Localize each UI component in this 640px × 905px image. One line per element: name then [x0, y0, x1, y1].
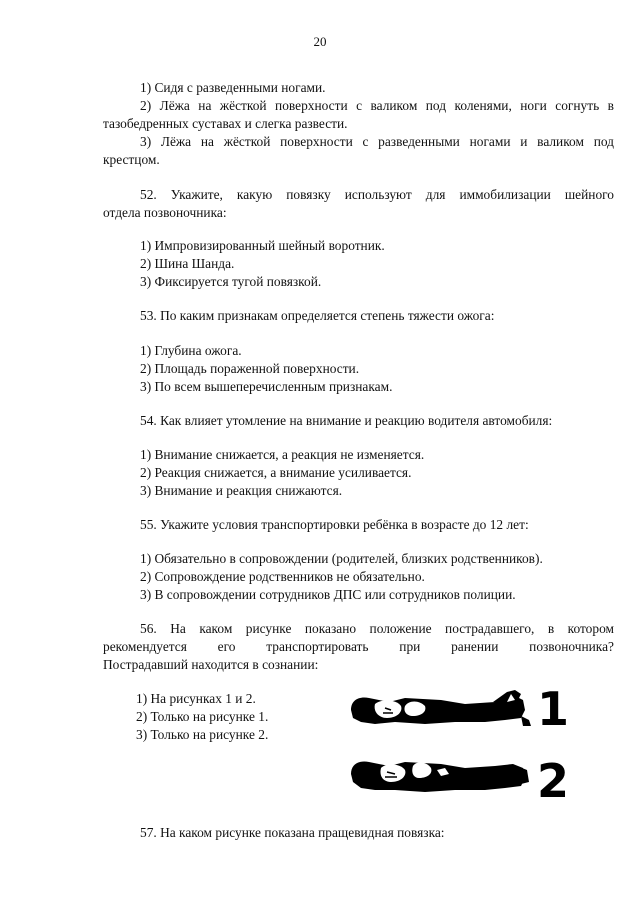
q56-option-3: 3) Только на рисунке 2.: [136, 727, 269, 742]
q51-option-2: 2) Лёжа на жёсткой поверхности с валиком под коленями, ноги согнуть в: [140, 98, 614, 113]
figure-1-lying-person: [345, 686, 535, 732]
q55-option-2: 2) Сопровождение родственников не обязательно.: [140, 569, 425, 584]
q51-option-2-cont: тазобедренных суставах и слегка развести.: [103, 116, 348, 131]
figure-1-label: 1: [537, 682, 570, 736]
q54-option-1: 1) Внимание снижается, а реакция не изменяется.: [140, 447, 425, 462]
q52-option-2: 2) Шина Шанда.: [140, 256, 235, 271]
q51-option-3-cont: крестцом.: [103, 152, 160, 167]
q55-option-1: 1) Обязательно в сопровождении (родителей, близких родственников).: [140, 551, 543, 566]
q54-option-2: 2) Реакция снижается, а внимание усиливается.: [140, 465, 412, 480]
q56-option-1: 1) На рисунках 1 и 2.: [136, 691, 256, 706]
figure-2-lying-person: [345, 752, 535, 798]
q52-option-3: 3) Фиксируется тугой повязкой.: [140, 274, 322, 289]
q56-question-cont-1: рекомендуется его транспортировать при ранении позвоночника?: [103, 639, 614, 654]
q57-question: 57. На каком рисунке показана пращевидная повязка:: [140, 825, 445, 840]
q52-option-1: 1) Импровизированный шейный воротник.: [140, 238, 385, 253]
q53-question: 53. По каким признакам определяется степень тяжести ожога:: [140, 308, 495, 323]
q53-option-3: 3) По всем вышеперечисленным признакам.: [140, 379, 393, 394]
q54-option-3: 3) Внимание и реакция снижаются.: [140, 483, 343, 498]
q51-option-1: 1) Сидя с разведенными ногами.: [140, 80, 326, 95]
q56-question-cont-2: Пострадавший находится в сознании:: [103, 657, 319, 672]
page-number: 20: [313, 34, 327, 49]
q54-question: 54. Как влияет утомление на внимание и реакцию водителя автомобиля:: [140, 413, 553, 428]
q52-question: 52. Укажите, какую повязку используют для иммобилизации шейного: [140, 187, 614, 202]
q53-option-2: 2) Площадь пораженной поверхности.: [140, 361, 360, 376]
q55-question: 55. Укажите условия транспортировки ребёнка в возрасте до 12 лет:: [140, 517, 529, 532]
q52-question-cont: отдела позвоночника:: [103, 205, 227, 220]
q51-option-3: 3) Лёжа на жёсткой поверхности с разведенными ногами и валиком под: [140, 134, 614, 149]
q53-option-1: 1) Глубина ожога.: [140, 343, 242, 358]
figure-2-label: 2: [537, 754, 570, 808]
q55-option-3: 3) В сопровождении сотрудников ДПС или сотрудников полиции.: [140, 587, 516, 602]
q56-option-2: 2) Только на рисунке 1.: [136, 709, 269, 724]
q56-question: 56. На каком рисунке показано положение пострадавшего, в котором: [140, 621, 614, 636]
